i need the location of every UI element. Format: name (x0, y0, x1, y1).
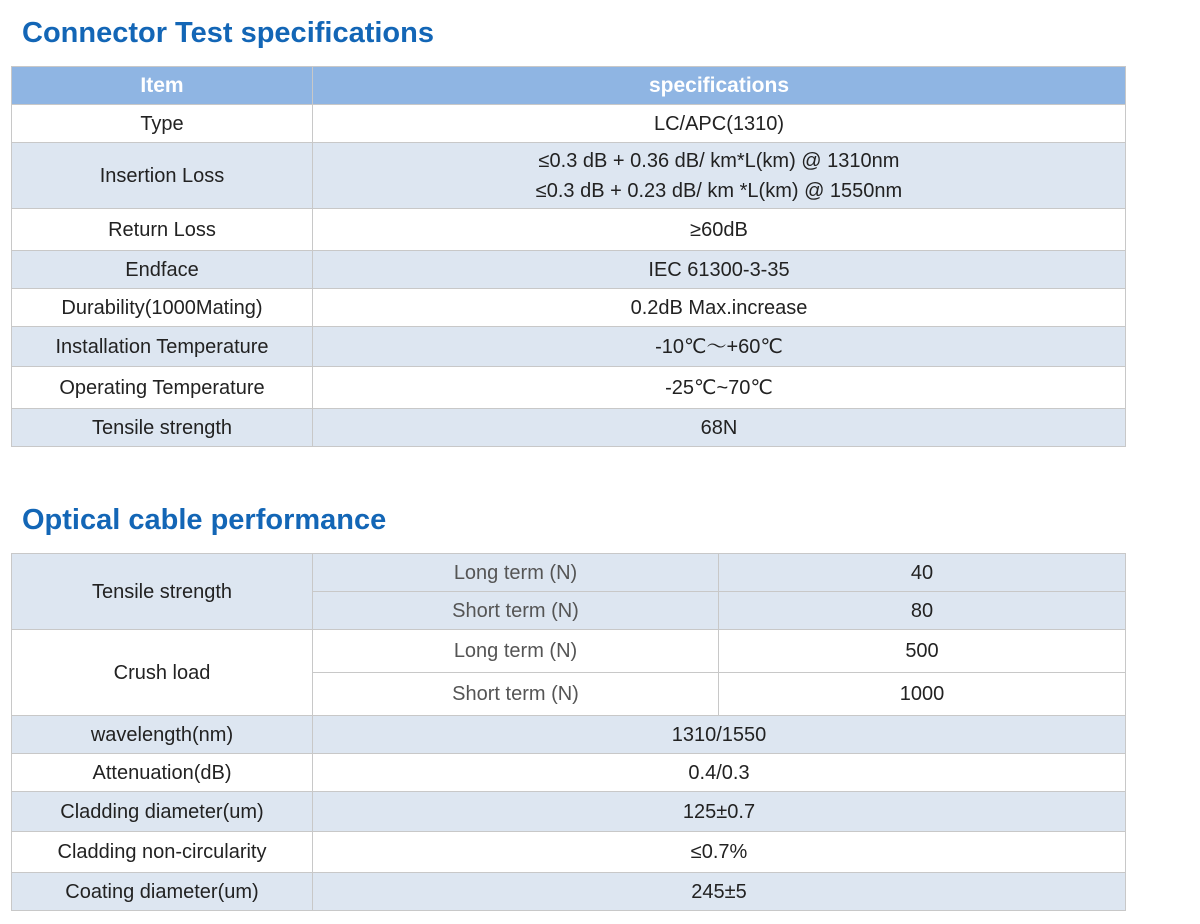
row-item-label: Tensile strength (12, 409, 313, 447)
row-item-label: Coating diameter(um) (12, 873, 313, 911)
row-value: 125±0.7 (313, 792, 1126, 832)
spec-line: ≤0.3 dB + 0.36 dB/ km*L(km) @ 1310nm (538, 149, 900, 172)
table-row (12, 209, 1126, 251)
row-item-label: Return Loss (12, 209, 313, 251)
tensile-long-term-value: 40 (719, 554, 1126, 592)
tensile-short-term-value: 80 (719, 592, 1126, 630)
row-item-label: Cladding non-circularity (12, 832, 313, 873)
table-row (12, 754, 1126, 792)
cable-section-title: Optical cable performance (22, 504, 387, 536)
row-spec-value: -10℃～+60℃ (313, 327, 1126, 367)
row-item-label: wavelength(nm) (12, 716, 313, 754)
tensile-short-term-label: Short term (N) (313, 592, 719, 630)
header-specifications: specifications (313, 67, 1126, 105)
table-row (12, 143, 1126, 209)
table-row (12, 716, 1126, 754)
table-row (12, 409, 1126, 447)
row-spec-value: IEC 61300-3-35 (313, 251, 1126, 289)
table-row (12, 554, 1126, 592)
table-row (12, 367, 1126, 409)
row-spec-value: ≥60dB (313, 209, 1126, 251)
row-item-label: Installation Temperature (12, 327, 313, 367)
table-row (12, 251, 1126, 289)
tensile-strength-label: Tensile strength (12, 554, 313, 630)
row-item-label: Type (12, 105, 313, 143)
row-value: 245±5 (313, 873, 1126, 911)
header-item: Item (12, 67, 313, 105)
crush-long-term-value: 500 (719, 630, 1126, 673)
tensile-long-term-label: Long term (N) (313, 554, 719, 592)
row-item-label: Operating Temperature (12, 367, 313, 409)
connector-section-title: Connector Test specifications (22, 17, 434, 49)
row-spec-value (313, 143, 1126, 209)
table-row (12, 289, 1126, 327)
row-spec-value: -25℃~70℃ (313, 367, 1126, 409)
row-item-label: Endface (12, 251, 313, 289)
row-spec-value: LC/APC(1310) (313, 105, 1126, 143)
table-row (12, 105, 1126, 143)
row-item-label: Attenuation(dB) (12, 754, 313, 792)
table-header-row (12, 67, 1126, 105)
row-spec-value: 0.2dB Max.increase (313, 289, 1126, 327)
crush-long-term-label: Long term (N) (313, 630, 719, 673)
row-item-label: Durability(1000Mating) (12, 289, 313, 327)
table-row (12, 832, 1126, 873)
crush-short-term-value: 1000 (719, 673, 1126, 716)
table-row (12, 873, 1126, 911)
row-value: 1310/1550 (313, 716, 1126, 754)
crush-short-term-label: Short term (N) (313, 673, 719, 716)
row-value: ≤0.7% (313, 832, 1126, 873)
table-row (12, 792, 1126, 832)
table-row (12, 630, 1126, 673)
row-spec-value: 68N (313, 409, 1126, 447)
row-item-label: Cladding diameter(um) (12, 792, 313, 832)
row-item-label: Insertion Loss (12, 143, 313, 209)
connector-spec-table (11, 66, 1126, 447)
cable-performance-table (11, 553, 1126, 911)
spec-line: ≤0.3 dB + 0.23 dB/ km *L(km) @ 1550nm (535, 179, 903, 202)
crush-load-label: Crush load (12, 630, 313, 716)
row-value: 0.4/0.3 (313, 754, 1126, 792)
table-row (12, 327, 1126, 367)
